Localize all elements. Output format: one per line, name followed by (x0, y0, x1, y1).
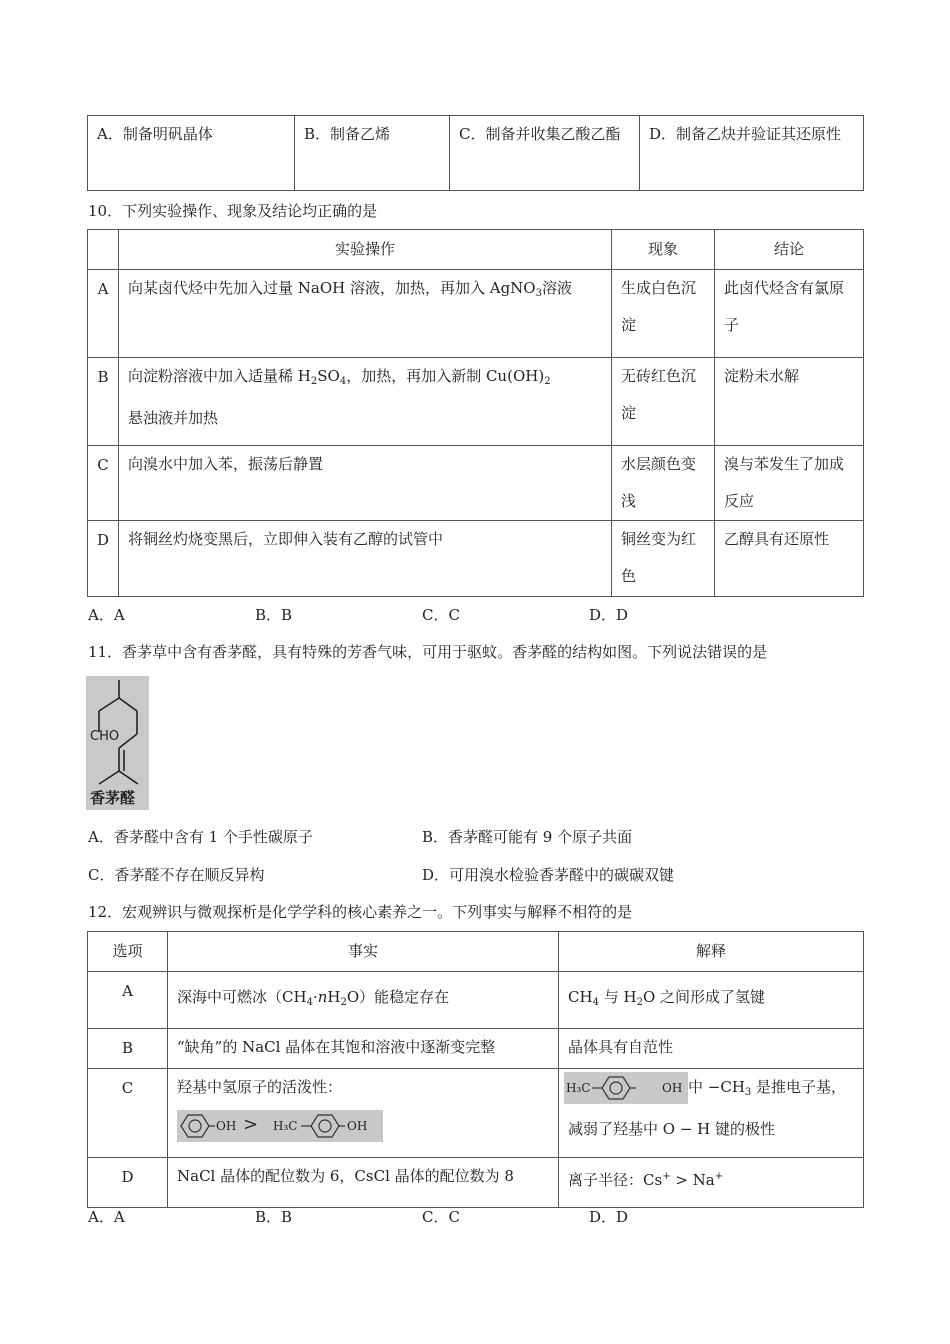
q11-choices-row1 (88, 826, 632, 848)
citronellal-caption: 香茅醛 (90, 789, 136, 807)
q10-choice-c[interactable]: C．C (422, 606, 460, 624)
q11-choice-b[interactable]: B．香茅醛可能有 9 个原子共面 (422, 828, 633, 846)
cresol-oh-label: OH (347, 1119, 368, 1133)
q11-choice-c[interactable]: C．香茅醛不存在顺反异构 (88, 866, 265, 884)
q10-row-b (88, 358, 864, 446)
q10-row-operation: 向某卤代烃中先加入过量 NaOH 溶液，加热，再加入 AgNO$_3$溶液 (119, 270, 612, 358)
q10-row-d (88, 521, 864, 597)
q12-row-key: A (88, 972, 168, 1029)
q10-header-blank (88, 230, 119, 270)
q11-choice-a[interactable]: A．香茅醛中含有 1 个手性碳原子 (88, 828, 313, 846)
q10-row-phenomenon: 水层颜色变浅 (612, 446, 715, 521)
cresol-h3c-label: H₃C (566, 1081, 591, 1095)
q10-choice-d[interactable]: D．D (589, 606, 629, 624)
q9-option-d[interactable]: D．制备乙炔并验证其还原性 (640, 116, 864, 191)
q10-row-phenomenon: 铜丝变为红色 (612, 521, 715, 597)
q12-row-key: C (88, 1069, 168, 1158)
q12-row-fact: 深海中可燃冰$(CH_4\cdot nH_2O)$能稳定存在 (168, 972, 559, 1029)
q12-row-fact: NaCl 晶体的配位数为 6，CsCl 晶体的配位数为 8 (168, 1158, 559, 1208)
q10-row-conclusion: 淀粉未水解 (715, 358, 864, 446)
greater-than-sign: > (243, 1114, 259, 1135)
q12-choices (88, 1206, 628, 1228)
q10-stem: 10．下列实验操作、现象及结论均正确的是 (88, 202, 378, 220)
q10-row-c (88, 446, 864, 521)
q12-choice-b[interactable]: B．B (255, 1208, 293, 1226)
cresol-figure (564, 1072, 688, 1104)
q10-row-a (88, 270, 864, 358)
q12-row-explanation: H₃C OH 中 $-CH_3$ 是推电子基， 减弱了羟基中 O − H 键的极性 (559, 1069, 864, 1158)
q12-row-fact: “缺角”的 NaCl 晶体在其饱和溶液中逐渐变完整 (168, 1029, 559, 1069)
q12-row-explanation: 离子半径：Cs+ > Na+ (559, 1158, 864, 1208)
q10-header-conclusion: 结论 (715, 230, 864, 270)
q10-choice-b[interactable]: B．B (255, 606, 293, 624)
q10-row-phenomenon: 生成白色沉淀 (612, 270, 715, 358)
q10-choices (88, 604, 628, 626)
q12-row-d (88, 1158, 864, 1208)
q10-row-key: D (88, 521, 119, 597)
q10-row-operation: 向溴水中加入苯，振荡后静置 (119, 446, 612, 521)
citronellal-cho-label: CHO (90, 729, 120, 744)
q12-choice-a[interactable]: A．A (88, 1208, 125, 1226)
q12-header-fact: 事实 (168, 932, 559, 972)
q11-choices-row2 (88, 864, 674, 886)
q10-row-operation: 将铜丝灼烧变黑后，立即伸入装有乙醇的试管中 (119, 521, 612, 597)
q10-row-key: A (88, 270, 119, 358)
cresol-oh-label: OH (662, 1081, 683, 1095)
q12-header-option: 选项 (88, 932, 168, 972)
q12-row-c (88, 1069, 864, 1158)
q12-choice-c[interactable]: C．C (422, 1208, 460, 1226)
q10-header-operation: 实验操作 (119, 230, 612, 270)
q11-stem: 11．香茅草中含有香茅醛，具有特殊的芳香气味，可用于驱蚊。香茅醛的结构如图。下列说法错误的是 (88, 643, 768, 661)
phenol-vs-cresol-figure (177, 1110, 383, 1142)
q12-row-c-fact-text: 羟基中氢原子的活泼性： (177, 1078, 343, 1096)
cresol-h3c-label: H₃C (273, 1119, 298, 1133)
q12-table (87, 931, 864, 1208)
q10-row-phenomenon: 无砖红色沉淀 (612, 358, 715, 446)
q10-row-key: B (88, 358, 119, 446)
q10-row-conclusion: 此卤代烃含有氯原子 (715, 270, 864, 358)
q12-stem: 12．宏观辨识与微观探析是化学学科的核心素养之一。下列事实与解释不相符的是 (88, 903, 633, 921)
q12-header-explanation: 解释 (559, 932, 864, 972)
q12-row-explanation: 晶体具有自范性 (559, 1029, 864, 1069)
q10-table (87, 229, 864, 597)
q12-row-key: D (88, 1158, 168, 1208)
q9-option-b[interactable]: B．制备乙烯 (295, 116, 450, 191)
q12-row-b (88, 1029, 864, 1069)
q10-row-conclusion: 溴与苯发生了加成反应 (715, 446, 864, 521)
q9-option-c[interactable]: C．制备并收集乙酸乙酯 (450, 116, 640, 191)
citronellal-structure-figure (86, 676, 149, 810)
q10-choice-a[interactable]: A．A (88, 606, 125, 624)
q12-row-a (88, 972, 864, 1029)
q12-choice-d[interactable]: D．D (589, 1208, 629, 1226)
q12-row-key: B (88, 1029, 168, 1069)
q10-row-operation: 向淀粉溶液中加入适量稀 $H_2SO_4$，加热，再加入新制 $Cu(OH)_2$ 悬浊液并加热 (119, 358, 612, 446)
phenol-oh-label: OH (216, 1119, 237, 1133)
q10-header-phenomenon: 现象 (612, 230, 715, 270)
q10-row-key: C (88, 446, 119, 521)
q10-row-conclusion: 乙醇具有还原性 (715, 521, 864, 597)
q12-row-explanation: $CH_4$ 与 $H_2O$ 之间形成了氢键 (559, 972, 864, 1029)
q9-option-a[interactable]: A．制备明矾晶体 (88, 116, 295, 191)
q9-options-table (87, 115, 864, 191)
q12-row-fact (168, 1069, 559, 1158)
q11-choice-d[interactable]: D．可用溴水检验香茅醛中的碳碳双键 (422, 866, 675, 884)
